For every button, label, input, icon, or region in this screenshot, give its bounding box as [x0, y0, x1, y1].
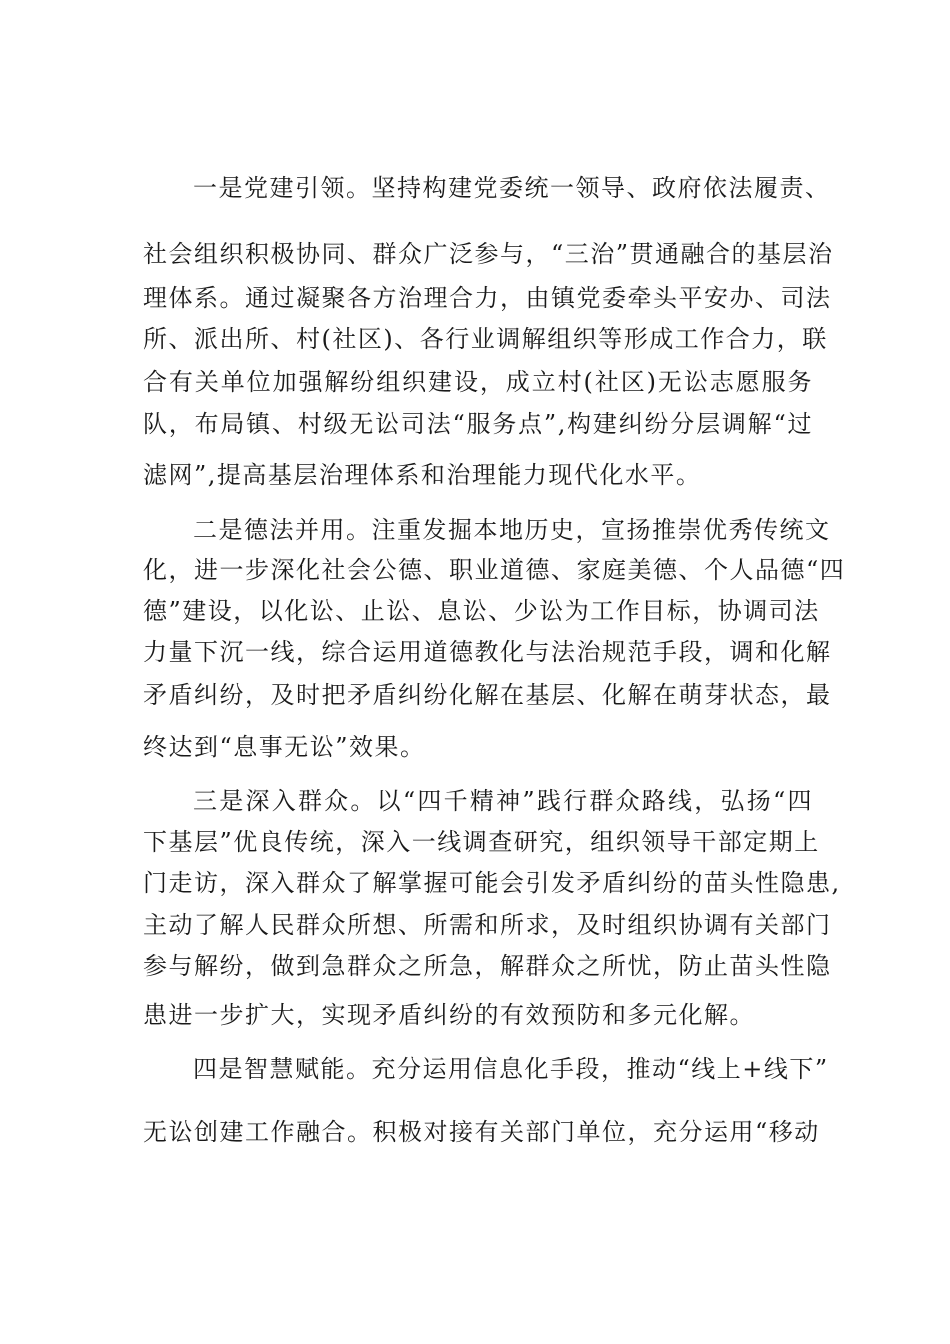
- text-line: 力量下沉一线，综合运用道德教化与法治规范手段，调和化解: [143, 638, 832, 666]
- text-line: 参与解纷，做到急群众之所急，解群众之所忧，防止苗头性隐: [143, 952, 832, 980]
- text-line: 矛盾纠纷，及时把矛盾纠纷化解在基层、化解在萌芽状态，最: [143, 681, 832, 709]
- text-line: 患进一步扩大，实现矛盾纠纷的有效预防和多元化解。: [143, 1001, 755, 1029]
- text-line: 下基层”优良传统，深入一线调查研究，组织领导干部定期上: [143, 828, 820, 856]
- text-line: 四是智慧赋能。充分运用信息化手段，推动“线上+线下”: [193, 1055, 829, 1083]
- text-line: 理体系。通过凝聚各方治理合力，由镇党委牵头平安办、司法: [143, 284, 832, 312]
- text-line: 三是深入群众。以“四千精神”践行群众路线，弘扬“四: [193, 787, 813, 815]
- text-line: 滤网”,提高基层治理体系和治理能力现代化水平。: [143, 461, 702, 489]
- text-line: 队，布局镇、村级无讼司法“服务点”,构建纠纷分层调解“过: [143, 410, 813, 438]
- text-line: 门走访，深入群众了解掌握可能会引发矛盾纠纷的苗头性隐患,: [143, 869, 841, 897]
- text-line: 社会组织积极协同、群众广泛参与，“三治”贯通融合的基层治: [143, 240, 834, 268]
- text-line: 化，进一步深化社会公德、职业道德、家庭美德、个人品德“四: [143, 556, 846, 584]
- text-line: 德”建设，以化讼、止讼、息讼、少讼为工作目标，协调司法: [143, 597, 820, 625]
- text-line: 一是党建引领。坚持构建党委统一领导、政府依法履责、: [193, 174, 831, 202]
- text-line: 主动了解人民群众所想、所需和所求，及时组织协调有关部门: [143, 911, 832, 939]
- text-line: 二是德法并用。注重发掘本地历史，宣扬推崇优秀传统文: [193, 516, 831, 544]
- text-line: 所、派出所、村(社区)、各行业调解组织等形成工作合力，联: [143, 325, 828, 353]
- text-line: 合有关单位加强解纷组织建设，成立村(社区)无讼志愿服务: [143, 368, 813, 396]
- text-line: 无讼创建工作融合。积极对接有关部门单位，充分运用“移动: [143, 1118, 820, 1146]
- text-line: 终达到“息事无讼”效果。: [143, 733, 426, 761]
